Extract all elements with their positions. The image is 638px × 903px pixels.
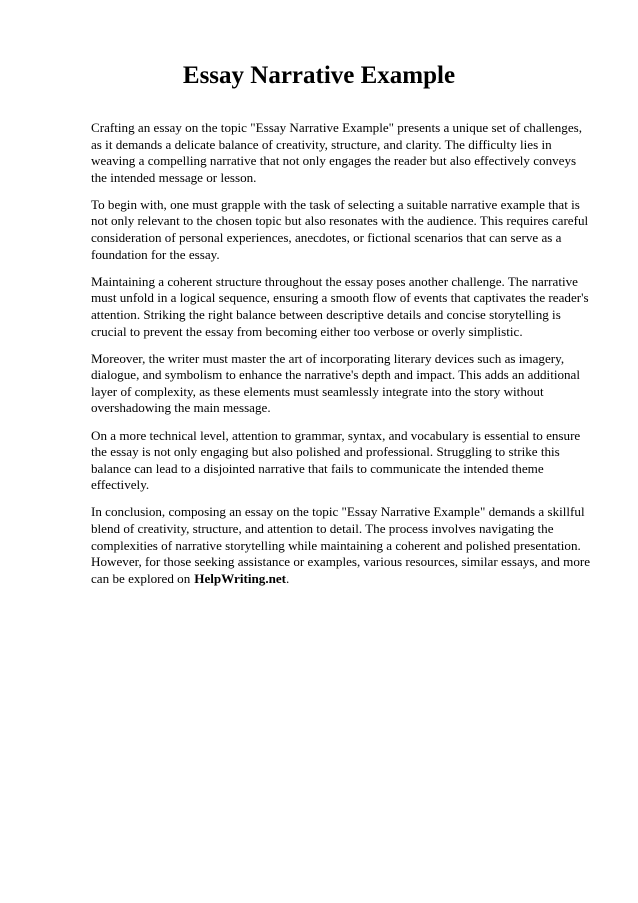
paragraph-conclusion — [91, 504, 595, 587]
document-body — [91, 120, 595, 598]
document-title: Essay Narrative Example — [182, 62, 456, 89]
paragraph-technical: On a more technical level, attention to grammar, syntax, and vocabulary is essential to ensure the essay is not only engaging but also polished and professional. Struggling to strike this balance can lead to a disjointed narrative that fails to communicate the intended theme effectively. — [91, 427, 581, 493]
conclusion-text: In conclusion, composing an essay on the topic "Essay Narrative Example" demands a skillful blend of creativity, structure, and attention to detail. The process involves navigating the complexities of narrative storytelling while maintaining a coherent and polished presentation. However, for those seeking assistance or examples, various resources, similar essays, and more can be explored on — [91, 504, 591, 586]
paragraph-intro: Crafting an essay on the topic "Essay Narrative Example" presents a unique set of challenges, as it demands a delicate balance of creativity, structure, and clarity. The difficulty lies in weaving a compelling narrative that not only engages the reader but also effectively conveys the intended message or lesson. — [91, 120, 583, 185]
paragraph-selecting-example: To begin with, one must grapple with the task of selecting a suitable narrative example that is not only relevant to the chosen topic but also resonates with the audience. This requires careful consideration of personal experiences, anecdotes, or fictional scenarios that can serve as a foundation for the essay. — [91, 196, 589, 262]
paragraph-literary-devices: Moreover, the writer must master the art of incorporating literary devices such as imagery, dialogue, and symbolism to enhance the narrative's depth and impact. This adds an additional layer of complexity, as these elements must seamlessly integrate into the story without overshadowing the main message. — [91, 350, 581, 416]
paragraph-structure: Maintaining a coherent structure throughout the essay poses another challenge. The narrative must unfold in a logical sequence, ensuring a smooth flow of events that captivates the reader's attention. Striking the right balance between descriptive details and concise storytelling is crucial to prevent the essay from becoming either too verbose or overly simplistic. — [91, 273, 589, 339]
helpwriting-link[interactable]: HelpWriting.net — [194, 570, 287, 586]
conclusion-trailing: . — [286, 570, 290, 586]
